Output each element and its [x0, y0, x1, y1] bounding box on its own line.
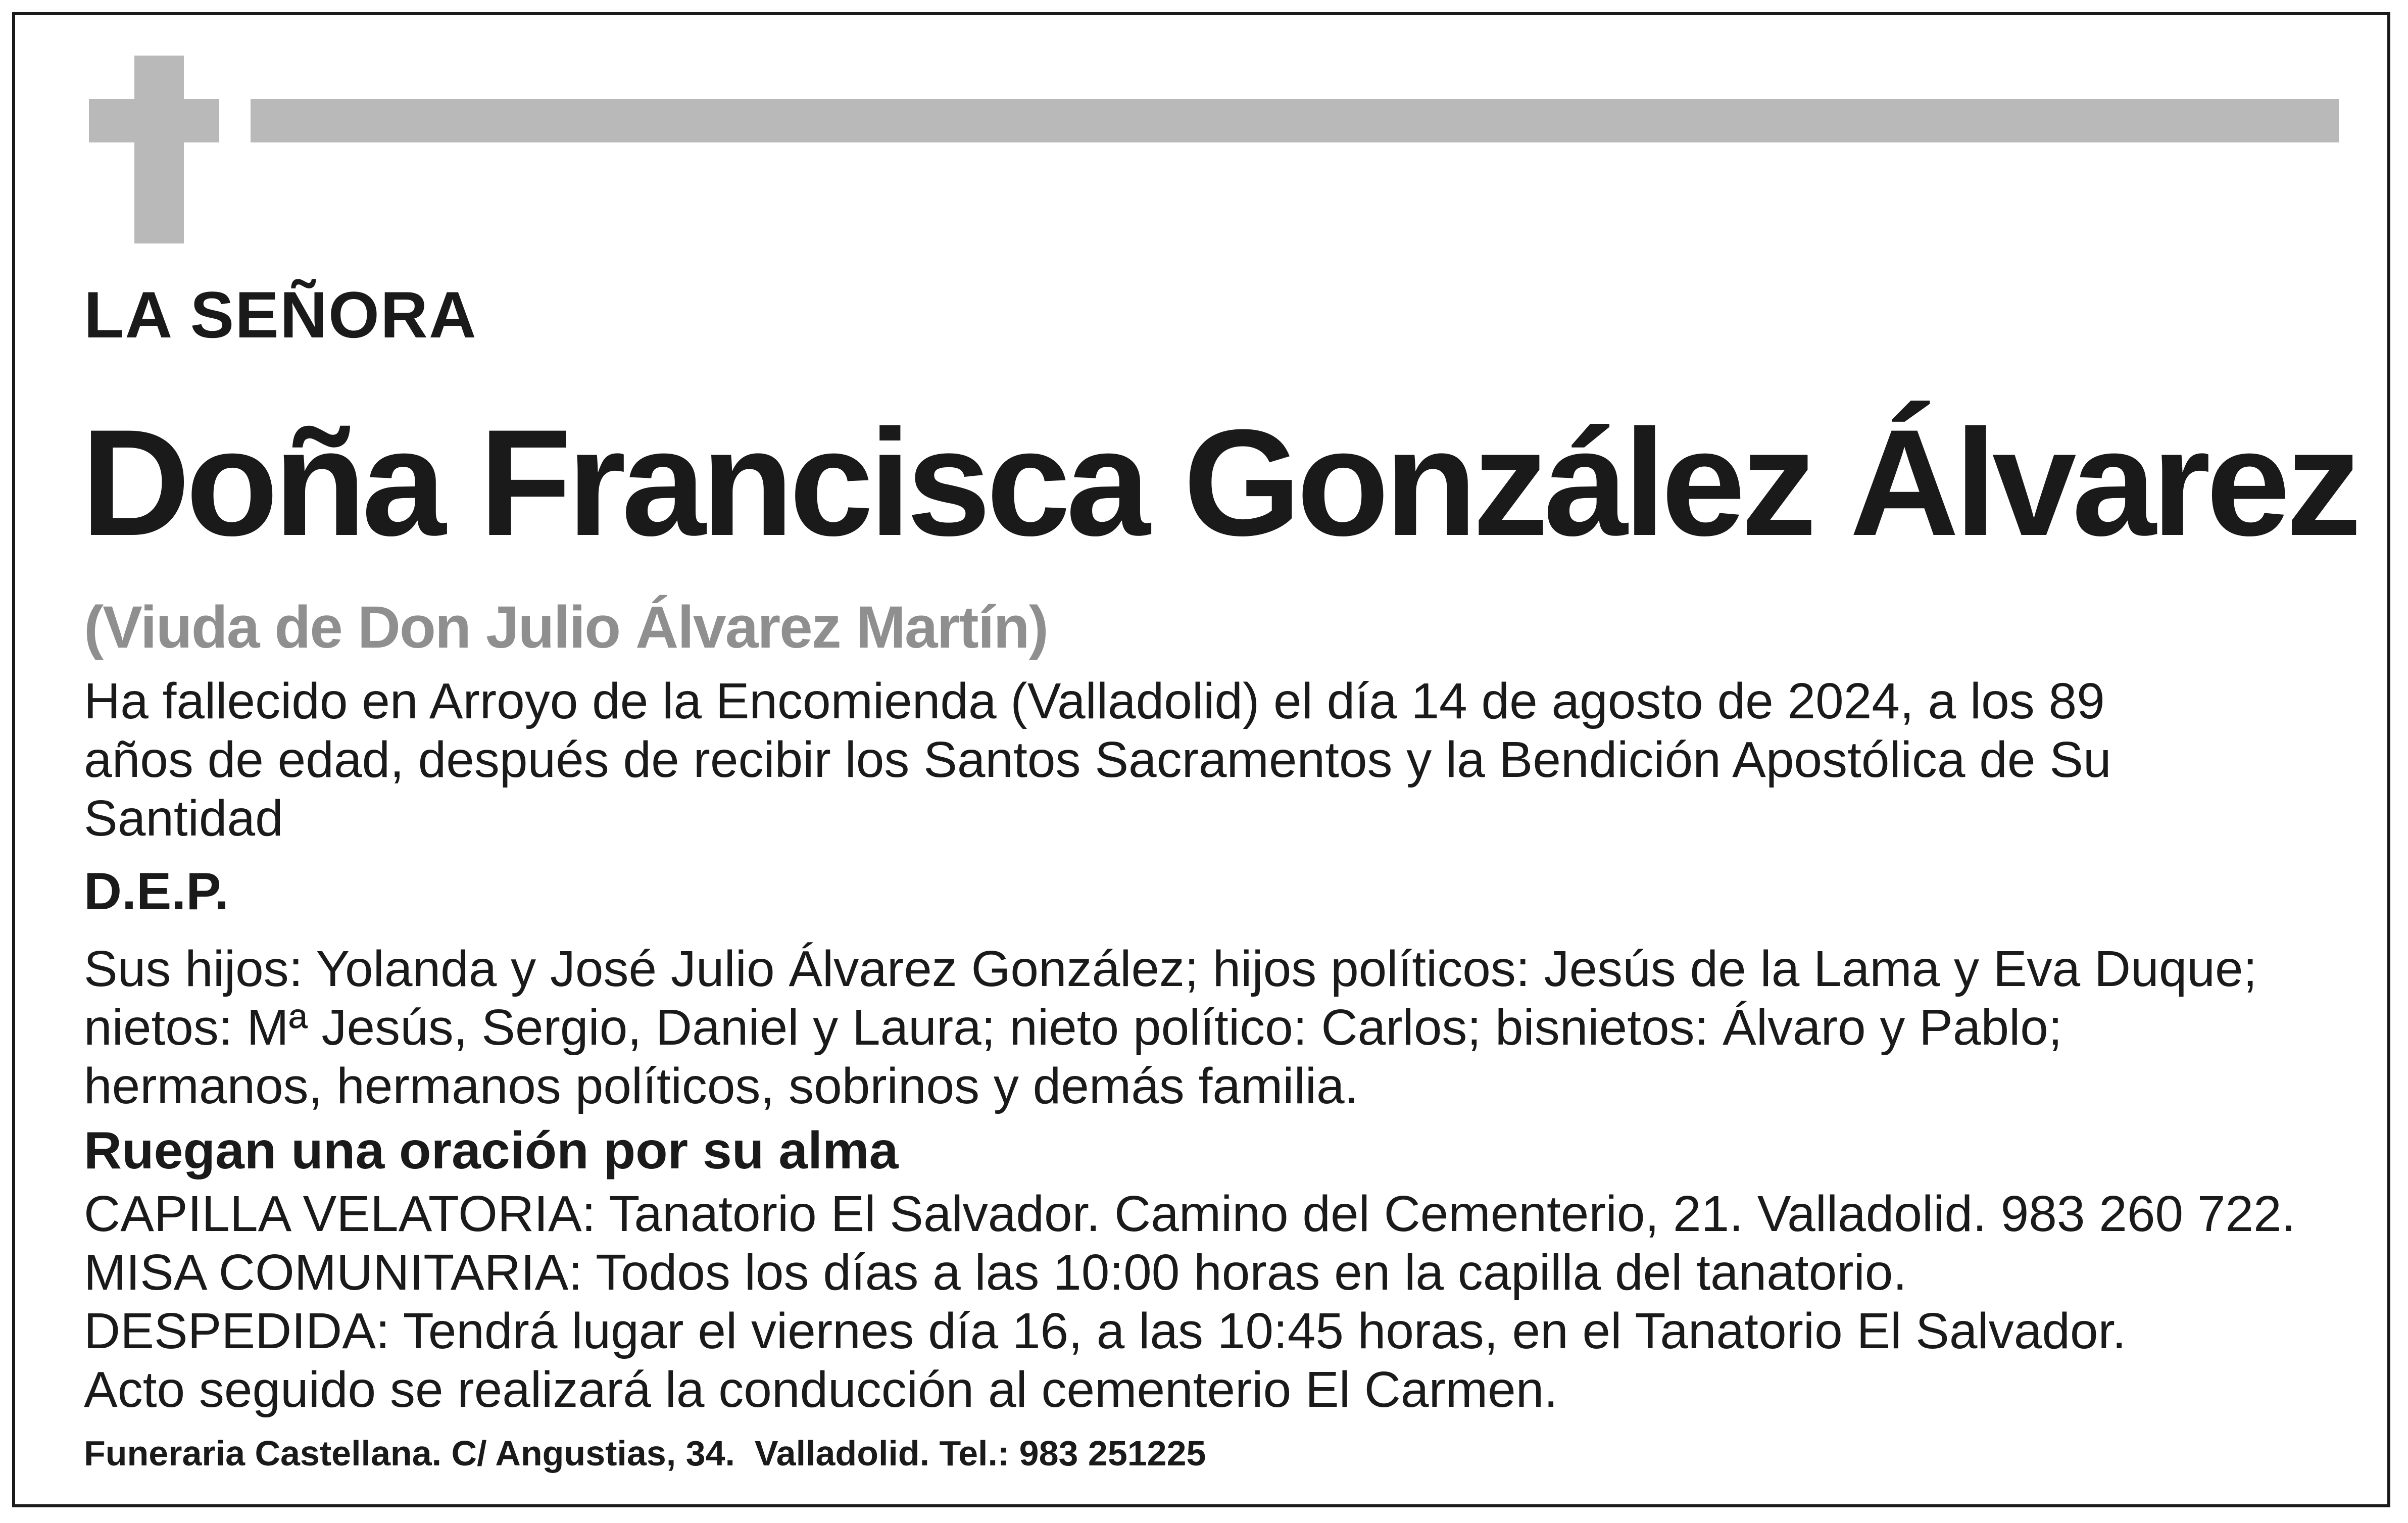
announcement-line: Ha fallecido en Arroyo de la Encomienda (Valladolid) el día 14 de agosto de 2024, a los 89	[84, 673, 2105, 729]
service-line: CAPILLA VELATORIA: Tanatorio El Salvador. Camino del Cementerio, 21. Valladolid. 983 260 722.	[84, 1186, 2296, 1242]
rip-heading: D.E.P.	[84, 862, 229, 921]
widow-of-line: (Viuda de Don Julio Álvarez Martín)	[84, 594, 1048, 661]
service-line: DESPEDIDA: Tendrá lugar el viernes día 16, a las 10:45 horas, en el Tanatorio El Salvador.	[84, 1303, 2127, 1359]
announcement-paragraph	[84, 672, 2332, 848]
family-line: Sus hijos: Yolanda y José Julio Álvarez González; hijos políticos: Jesús de la Lama y Eva Duque;	[84, 941, 2257, 997]
announcement-line: años de edad, después de recibir los Santos Sacramentos y la Bendición Apostólica de Su	[84, 731, 2111, 788]
family-line: nietos: Mª Jesús, Sergio, Daniel y Laura; nieto político: Carlos; bisnietos: Álvaro y Pablo;	[84, 999, 2062, 1056]
cross-vertical-beam	[134, 56, 184, 243]
family-paragraph	[84, 940, 2332, 1115]
honorific: LA SEÑORA	[84, 278, 477, 352]
services-paragraph	[84, 1185, 2332, 1419]
prayer-request-heading: Ruegan una oración por su alma	[84, 1121, 899, 1180]
service-line: Acto seguido se realizará la conducción al cementerio El Carmen.	[84, 1361, 1558, 1418]
cross-horizontal-beam	[89, 99, 219, 142]
funeral-home-footer: Funeraria Castellana. C/ Angustias, 34. Valladolid. Tel.: 983 251225	[84, 1434, 1206, 1473]
announcement-line: Santidad	[84, 790, 283, 847]
family-line: hermanos, hermanos políticos, sobrinos y demás familia.	[84, 1058, 1359, 1114]
service-line: MISA COMUNITARIA: Todos los días a las 10:00 horas en la capilla del tanatorio.	[84, 1244, 1907, 1301]
header-divider-bar	[251, 99, 2339, 142]
deceased-name: Doña Francisca González Álvarez	[81, 398, 2357, 567]
